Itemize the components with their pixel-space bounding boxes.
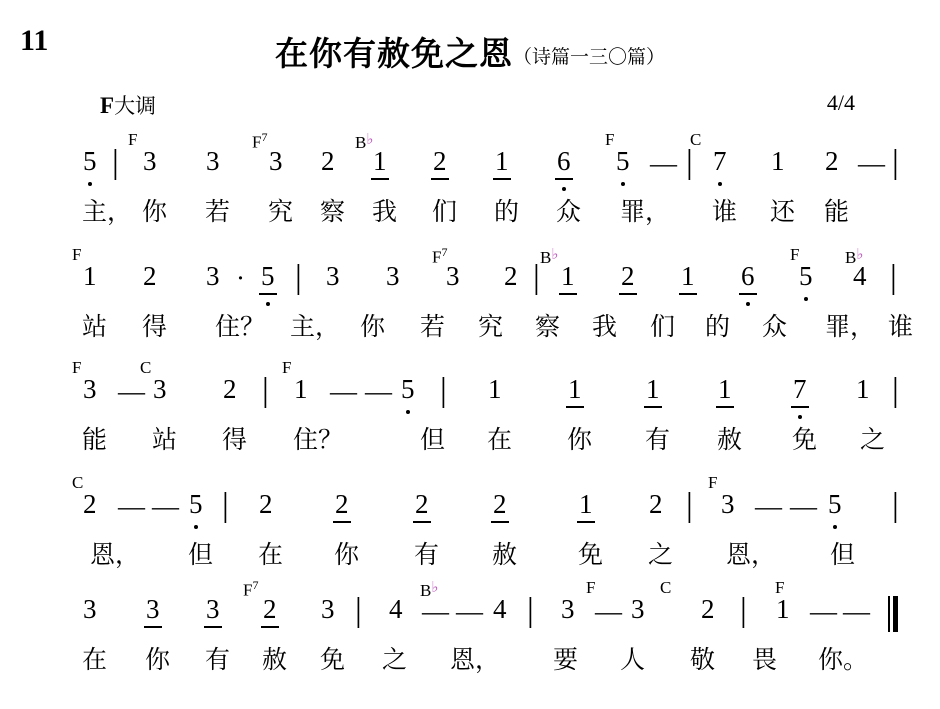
- lyric-syllable: 敬: [690, 645, 716, 674]
- lyric-syllable: 们: [650, 312, 676, 341]
- chord-symbol: C: [140, 358, 152, 377]
- lyric-syllable: 赦: [492, 540, 518, 569]
- barline: |: [112, 144, 119, 181]
- barline: |: [440, 372, 447, 409]
- lyric-syllable: 站: [152, 425, 178, 454]
- note-number: 3: [146, 594, 160, 624]
- lyric-syllable: 谁: [888, 312, 914, 341]
- sustain-dash: —: [650, 148, 677, 178]
- note-number: 4: [493, 594, 507, 624]
- note-number: 2: [335, 489, 349, 519]
- lyric-syllable: 但: [830, 540, 856, 569]
- lyric-syllable: 罪，: [825, 312, 876, 341]
- chord-symbol: F: [282, 358, 292, 377]
- lyric-syllable: 有: [205, 645, 231, 674]
- sustain-dash: —: [422, 596, 449, 626]
- lyric-syllable: 的: [705, 312, 731, 341]
- note-number: 5: [616, 146, 630, 176]
- lyric-syllable: 能: [824, 197, 850, 226]
- note-number: 3: [269, 146, 283, 176]
- lyric-syllable: 的: [494, 197, 520, 226]
- note-number: 3: [206, 146, 220, 176]
- lyric-syllable: 罪，: [620, 197, 671, 226]
- note-number: 3: [153, 374, 167, 404]
- lyric-syllable: 免: [320, 645, 346, 674]
- lyric-syllable: 但: [420, 425, 446, 454]
- note-number: 2: [433, 146, 447, 176]
- time-signature: 4/4: [826, 90, 855, 115]
- lyric-syllable: 若: [420, 312, 446, 341]
- lyric-syllable: 之: [648, 540, 674, 569]
- lyric-syllable: 得: [222, 425, 248, 454]
- note-number: 3: [561, 594, 575, 624]
- lyric-syllable: 有: [414, 540, 440, 569]
- note-number: 2: [223, 374, 237, 404]
- lyric-syllable: 谁: [712, 197, 738, 226]
- note-number: 2: [504, 261, 518, 291]
- sustain-dash: —: [152, 491, 179, 521]
- note-number: 3: [206, 594, 220, 624]
- note-number: 5: [828, 489, 842, 519]
- lyric-syllable: 恩，: [450, 645, 501, 674]
- chord-symbol: F: [72, 358, 82, 377]
- lyric-syllable: 在: [258, 540, 284, 569]
- lyric-syllable: 你: [334, 540, 360, 569]
- page-title: 在你有赦免之恩: [274, 34, 513, 73]
- chord-symbol: $F^7$: [432, 245, 448, 267]
- barline: |: [295, 259, 302, 296]
- lyric-syllable: 能: [82, 425, 108, 454]
- chord-symbol: F: [708, 473, 718, 492]
- chord-symbol: B♭: [845, 247, 864, 267]
- chord-symbol: C: [72, 473, 84, 492]
- note-number: 1: [856, 374, 870, 404]
- sustain-dash: —: [810, 596, 837, 626]
- note-number: 7: [793, 374, 807, 404]
- note-number: 4: [853, 261, 867, 291]
- note-number: 7: [713, 146, 727, 176]
- chord-symbol: F: [128, 130, 138, 149]
- note-number: 3: [326, 261, 340, 291]
- lyric-syllable: 畏: [752, 645, 778, 674]
- augmentation-dot: ·: [236, 263, 245, 293]
- chord-symbol: F: [72, 245, 82, 264]
- lyric-syllable: 住？: [215, 312, 266, 341]
- lyric-syllable: 你: [567, 425, 593, 454]
- barline: |: [686, 144, 693, 181]
- note-number: 3: [206, 261, 220, 291]
- barline: |: [890, 259, 897, 296]
- key-mode: 大调: [114, 94, 157, 118]
- lyric-syllable: 站: [82, 312, 108, 341]
- note-number: 1: [771, 146, 785, 176]
- lyric-syllable: 但: [188, 540, 214, 569]
- note-number: 2: [263, 594, 277, 624]
- lyric-syllable: 得: [142, 312, 168, 341]
- lyric-syllable: 有: [645, 425, 671, 454]
- barline: |: [527, 592, 534, 629]
- note-number: 2: [649, 489, 663, 519]
- lyric-syllable: 若: [205, 197, 231, 226]
- lyric-syllable: 察: [535, 312, 561, 341]
- lyric-syllable: 究: [268, 197, 294, 226]
- chord-symbol: F: [586, 578, 596, 597]
- note-number: 1: [561, 261, 575, 291]
- chord-symbol: B♭: [540, 247, 559, 267]
- sustain-dash: —: [330, 376, 357, 406]
- note-number: 1: [488, 374, 502, 404]
- note-number: 1: [83, 261, 97, 291]
- sustain-dash: —: [118, 376, 145, 406]
- barline: |: [533, 259, 540, 296]
- lyric-syllable: 察: [320, 197, 346, 226]
- sustain-dash: —: [843, 596, 870, 626]
- chord-symbol: C: [660, 578, 672, 597]
- lyric-syllable: 你: [360, 312, 386, 341]
- lyric-syllable: 众: [762, 312, 788, 341]
- lyric-syllable: 免: [578, 540, 604, 569]
- note-number: 6: [557, 146, 571, 176]
- sustain-dash: —: [118, 491, 145, 521]
- note-number: 2: [493, 489, 507, 519]
- sustain-dash: —: [755, 491, 782, 521]
- lyric-syllable: 你: [145, 645, 171, 674]
- note-number: 2: [321, 146, 335, 176]
- note-number: 2: [259, 489, 273, 519]
- lyric-syllable: 恩，: [726, 540, 777, 569]
- note-number: 3: [143, 146, 157, 176]
- sustain-dash: —: [858, 148, 885, 178]
- note-number: 5: [799, 261, 813, 291]
- lyric-syllable: 还: [770, 197, 796, 226]
- note-number: 2: [701, 594, 715, 624]
- chord-symbol: C: [690, 130, 702, 149]
- lyric-syllable: 恩，: [90, 540, 141, 569]
- barline: |: [892, 487, 899, 524]
- barline: |: [355, 592, 362, 629]
- note-number: 2: [415, 489, 429, 519]
- key-letter: F: [100, 93, 115, 118]
- note-number: 5: [401, 374, 415, 404]
- sustain-dash: —: [790, 491, 817, 521]
- final-barline: [888, 596, 900, 637]
- note-number: 1: [294, 374, 308, 404]
- lyric-syllable: 你: [142, 197, 168, 226]
- note-number: 3: [83, 594, 97, 624]
- note-number: 3: [83, 374, 97, 404]
- note-number: 1: [373, 146, 387, 176]
- lyric-syllable: 主，: [82, 197, 133, 226]
- lyric-syllable: 要: [553, 645, 579, 674]
- lyric-syllable: 主，: [290, 312, 341, 341]
- lyric-syllable: 在: [82, 645, 108, 674]
- note-number: 6: [741, 261, 755, 291]
- chord-symbol: B♭: [420, 580, 439, 600]
- lyric-syllable: 之: [382, 645, 408, 674]
- note-number: 5: [261, 261, 275, 291]
- barline: |: [892, 372, 899, 409]
- note-number: 5: [189, 489, 203, 519]
- chord-symbol: $F^7$: [252, 130, 268, 152]
- lyric-syllable: 住？: [293, 425, 344, 454]
- song-number: 11: [20, 24, 49, 57]
- note-number: 3: [321, 594, 335, 624]
- lyric-syllable: 我: [592, 312, 618, 341]
- key-signature: [100, 90, 156, 120]
- barline: |: [262, 372, 269, 409]
- note-number: 1: [776, 594, 790, 624]
- sustain-dash: —: [595, 596, 622, 626]
- lyric-syllable: 人: [620, 645, 646, 674]
- note-number: 1: [718, 374, 732, 404]
- note-number: 1: [646, 374, 660, 404]
- note-number: 1: [681, 261, 695, 291]
- note-number: 2: [83, 489, 97, 519]
- note-number: 4: [389, 594, 403, 624]
- note-number: 5: [83, 146, 97, 176]
- chord-symbol: F: [775, 578, 785, 597]
- lyric-syllable: 免: [792, 425, 818, 454]
- note-number: 3: [386, 261, 400, 291]
- barline: |: [740, 592, 747, 629]
- chord-symbol: F: [790, 245, 800, 264]
- note-number: 3: [631, 594, 645, 624]
- lyric-syllable: 我: [372, 197, 398, 226]
- note-number: 2: [621, 261, 635, 291]
- page-subtitle: （诗篇一三〇篇）: [512, 46, 665, 68]
- lyric-syllable: 赦: [717, 425, 743, 454]
- note-number: 1: [495, 146, 509, 176]
- lyric-syllable: 之: [860, 425, 886, 454]
- note-number: 2: [825, 146, 839, 176]
- lyric-syllable: 们: [432, 197, 458, 226]
- barline: |: [222, 487, 229, 524]
- note-number: 3: [446, 261, 460, 291]
- lyric-syllable: 众: [556, 197, 582, 226]
- sustain-dash: —: [456, 596, 483, 626]
- title-row: [0, 28, 940, 75]
- note-number: 1: [579, 489, 593, 519]
- chord-symbol: F: [605, 130, 615, 149]
- note-number: 1: [568, 374, 582, 404]
- lyric-syllable: 赦: [262, 645, 288, 674]
- note-number: 2: [143, 261, 157, 291]
- note-number: 3: [721, 489, 735, 519]
- lyric-syllable: 你。: [818, 645, 869, 674]
- barline: |: [686, 487, 693, 524]
- barline: |: [892, 144, 899, 181]
- sustain-dash: —: [365, 376, 392, 406]
- lyric-syllable: 究: [478, 312, 504, 341]
- chord-symbol: $F^7$: [243, 578, 259, 600]
- chord-symbol: B♭: [355, 132, 374, 152]
- lyric-syllable: 在: [487, 425, 513, 454]
